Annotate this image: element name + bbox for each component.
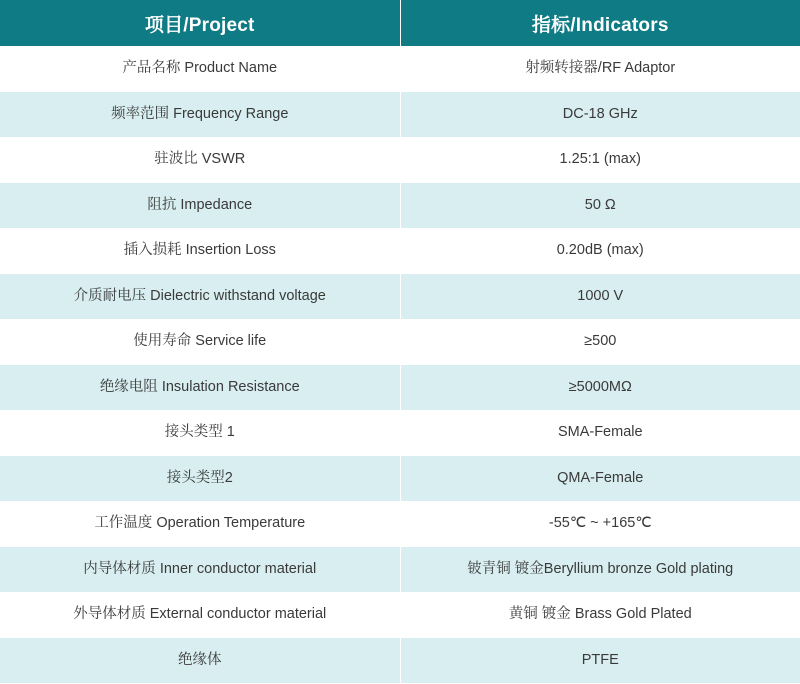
table-row — [0, 592, 800, 638]
cell-indicator: 射频转接器/RF Adaptor — [400, 46, 800, 92]
table-header — [0, 0, 800, 46]
cell-indicator: -55℃ ~ +165℃ — [400, 501, 800, 547]
table-row — [0, 456, 800, 502]
table-row — [0, 228, 800, 274]
table-row — [0, 319, 800, 365]
cell-indicator: 1000 V — [400, 274, 800, 320]
column-header-project: 项目/Project — [0, 0, 400, 46]
table-row — [0, 638, 800, 684]
cell-project: 外导体材质 External conductor material — [0, 592, 400, 638]
cell-project: 工作温度 Operation Temperature — [0, 501, 400, 547]
cell-project: 接头类型2 — [0, 456, 400, 502]
cell-indicator: DC-18 GHz — [400, 92, 800, 138]
cell-project: 介质耐电压 Dielectric withstand voltage — [0, 274, 400, 320]
table-row — [0, 365, 800, 411]
cell-project: 绝缘电阻 Insulation Resistance — [0, 365, 400, 411]
cell-indicator: 0.20dB (max) — [400, 228, 800, 274]
cell-project: 内导体材质 Inner conductor material — [0, 547, 400, 593]
cell-indicator: ≥5000MΩ — [400, 365, 800, 411]
table-row — [0, 183, 800, 229]
cell-project: 频率范围 Frequency Range — [0, 92, 400, 138]
cell-indicator: SMA-Female — [400, 410, 800, 456]
cell-project: 使用寿命 Service life — [0, 319, 400, 365]
table-row — [0, 274, 800, 320]
cell-indicator: 黄铜 镀金 Brass Gold Plated — [400, 592, 800, 638]
table-row — [0, 46, 800, 92]
table-row — [0, 547, 800, 593]
cell-project: 绝缘体 — [0, 638, 400, 684]
table-row — [0, 92, 800, 138]
cell-project: 接头类型 1 — [0, 410, 400, 456]
table-body — [0, 46, 800, 683]
table-header-row — [0, 0, 800, 46]
cell-indicator: 铍青铜 镀金Beryllium bronze Gold plating — [400, 547, 800, 593]
cell-indicator: 50 Ω — [400, 183, 800, 229]
cell-indicator: PTFE — [400, 638, 800, 684]
cell-indicator: QMA-Female — [400, 456, 800, 502]
cell-project: 阻抗 Impedance — [0, 183, 400, 229]
table-row — [0, 137, 800, 183]
cell-indicator: ≥500 — [400, 319, 800, 365]
cell-project: 产品名称 Product Name — [0, 46, 400, 92]
cell-project: 插入损耗 Insertion Loss — [0, 228, 400, 274]
column-header-indicators: 指标/Indicators — [400, 0, 800, 46]
table-row — [0, 410, 800, 456]
cell-project: 驻波比 VSWR — [0, 137, 400, 183]
table-row — [0, 501, 800, 547]
cell-indicator: 1.25:1 (max) — [400, 137, 800, 183]
